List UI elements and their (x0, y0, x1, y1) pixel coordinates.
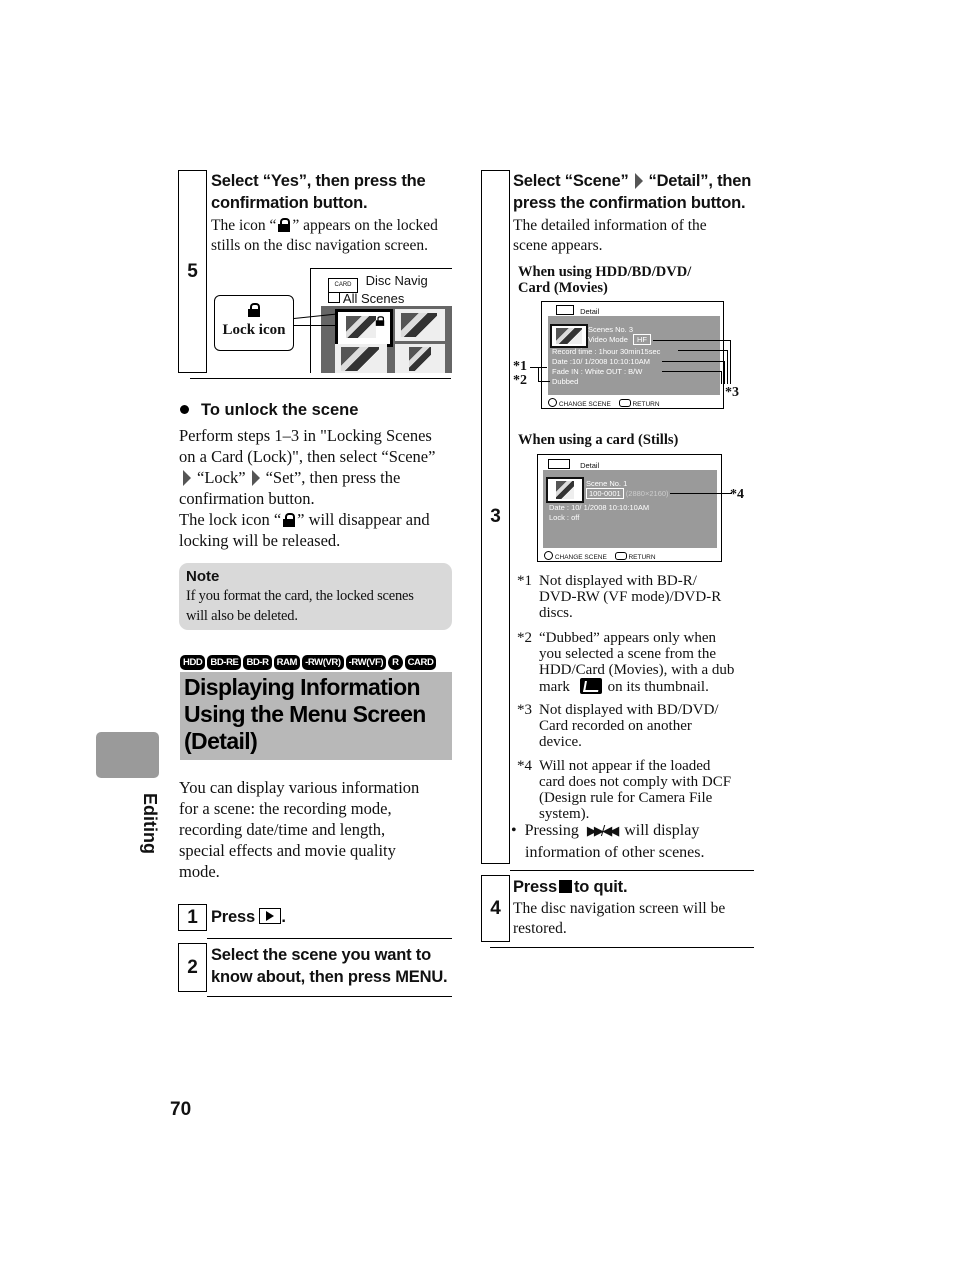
camera-card-icon (548, 459, 570, 469)
intro-text (179, 777, 419, 882)
lock-icon (248, 303, 260, 317)
step3-title (513, 170, 758, 214)
footnote-line: on its thumbnail. (607, 679, 709, 695)
section-heading (180, 672, 452, 760)
step1-title (211, 906, 286, 928)
detail-line: Lock : off (549, 513, 580, 522)
detail-line: Fade IN : White OUT : B/W (552, 367, 643, 376)
step-number-2: 2 (178, 943, 207, 992)
footnote-line: discs. (539, 605, 573, 621)
unlock-line: “Set”, then press the (265, 468, 401, 487)
detail-header (548, 459, 599, 470)
skip-icons: ▶▶/◀◀ (586, 824, 617, 839)
badge-hdd: HDD (180, 655, 205, 670)
step4-title-text: Press (513, 878, 557, 896)
media-badges (180, 652, 438, 670)
note-box (179, 563, 452, 630)
bullet-pressing (511, 820, 705, 863)
footnote-line: Not displayed with BD-R/ (539, 573, 697, 589)
step5-body-line2: stills on the disc navigation screen. (211, 237, 428, 254)
callout-mark-1: *1 (513, 359, 527, 374)
detail-panel (548, 316, 720, 395)
step5-title-line2: confirmation button. (211, 194, 368, 212)
callout-leader (724, 361, 725, 384)
footnote-line: system). (539, 806, 590, 822)
callout-leader (670, 493, 732, 494)
detail-line: Record time : 1hour 30min15sec (552, 347, 661, 356)
note-title: Note (186, 568, 220, 585)
divider (207, 996, 452, 997)
unlock-line: “Lock” (197, 468, 246, 487)
callout-leader (294, 325, 336, 326)
badge-card: CARD (405, 655, 437, 670)
change-icon (548, 398, 557, 407)
footnote-line: card does not comply with DCF (539, 774, 732, 790)
return-icon (619, 399, 631, 407)
disc-nav-title (328, 273, 428, 293)
lock-icon-callout (214, 295, 294, 351)
footnote-mark: *2 (517, 630, 532, 646)
step4-body (513, 899, 725, 939)
intro-line: mode. (179, 862, 220, 881)
note-line: If you format the card, the locked scenes (186, 588, 414, 604)
sidebar-label: Editing (140, 793, 160, 854)
detail-header-text: Detail (580, 461, 600, 470)
unlock-line: Perform steps 1–3 in "Locking Scenes (179, 426, 432, 445)
callout-leader (727, 350, 728, 384)
arrow-right-icon (252, 470, 260, 486)
step3-body (513, 216, 707, 256)
step1-title-period: . (281, 908, 286, 926)
callout-mark-3: *3 (725, 385, 739, 400)
bullet-line: Pressing (524, 822, 579, 839)
unlock-body (179, 425, 459, 551)
play-icon (259, 908, 281, 924)
lock-icon (278, 218, 290, 232)
arrow-right-icon (183, 470, 191, 486)
callout-leader (653, 340, 731, 341)
note-line: will also be deleted. (186, 608, 298, 624)
footnote-line: you selected a scene from the (539, 646, 717, 662)
locked-thumbnail[interactable] (335, 309, 393, 347)
detail-screen-movies (541, 301, 724, 409)
bullet-line: will display (624, 822, 700, 839)
step2-title-line: Select the scene you want to (211, 946, 431, 964)
unlock-line: locking will be released. (179, 531, 341, 550)
detail-screen-stills (537, 454, 722, 562)
unlock-line: ” will disappear and (297, 510, 430, 529)
step4-title-text: to quit. (573, 878, 628, 896)
step-number-3: 3 (481, 170, 510, 864)
unlock-heading-text: To unlock the scene (201, 401, 359, 419)
thumbnail-grid (321, 306, 452, 373)
footnote-mark: *1 (517, 573, 532, 589)
lock-icon (376, 316, 384, 326)
unlock-line: confirmation button. (179, 489, 315, 508)
callout-leader (662, 371, 722, 372)
footnote-mark: *3 (517, 702, 532, 718)
step4-body-line: The disc navigation screen will be (513, 900, 726, 917)
change-icon (544, 551, 553, 560)
arrow-right-icon (635, 173, 643, 189)
camera-card-icon: CARD (328, 278, 358, 293)
badge-ram: RAM (274, 655, 300, 670)
lock-icon (283, 513, 295, 527)
return-label: RETURN (628, 554, 656, 561)
step5-title (211, 170, 456, 214)
step3-title-line2: press the confirmation button. (513, 194, 746, 212)
step2-title (211, 944, 447, 988)
step-number-4: 4 (481, 875, 510, 942)
step4-title (513, 876, 627, 898)
disc-navigation-screen (310, 268, 452, 373)
divider (490, 947, 754, 948)
return-icon (615, 552, 627, 560)
intro-line: special effects and movie quality (179, 841, 396, 860)
sidebar-tab (96, 732, 159, 778)
unlock-line: The lock icon “ (179, 510, 282, 529)
video-mode-badge: HF (633, 334, 651, 345)
change-scene-label: CHANGE SCENE (554, 554, 607, 561)
lock-icon-label: Lock icon (222, 322, 286, 338)
callout-leader (730, 340, 731, 384)
thumbnail[interactable] (395, 309, 445, 341)
detail-line: Date : 10/ 1/2008 10:10:10AM (549, 503, 650, 512)
change-scene-label: CHANGE SCENE (558, 401, 611, 408)
callout-leader (678, 350, 728, 351)
step4-body-line: restored. (513, 920, 567, 937)
step1-title-text: Press (211, 908, 255, 926)
callout-leader (721, 371, 722, 384)
unlock-line: on a Card (Lock)", then select “Scene” (179, 447, 436, 466)
section-heading-line: (Detail) (184, 728, 258, 754)
detail-line-text: Video Mode (588, 335, 628, 344)
stop-icon (559, 880, 572, 893)
dub-mark-icon (580, 678, 602, 694)
detail-line: Scene No. 1 (586, 479, 628, 488)
note-text (186, 586, 414, 626)
footnote-line: Card recorded on another (539, 718, 692, 734)
divider (190, 378, 451, 379)
subheading-line: Card (Movies) (518, 280, 608, 296)
detail-footer (544, 551, 656, 561)
step5-title-line1: Select “Yes”, then press the (211, 172, 426, 190)
step3-title-text: Select “Scene” (513, 172, 629, 190)
footnote-line: DVD-RW (VF mode)/DVD-R (539, 589, 722, 605)
subheading-line: When using HDD/BD/DVD/ (518, 264, 692, 280)
section-heading-line: Displaying Information (184, 674, 420, 700)
scenes-icon (328, 292, 340, 303)
disc-nav-subtitle (328, 291, 404, 306)
detail-footer (548, 398, 660, 408)
detail-line (588, 335, 651, 345)
camera-lock-icon (556, 305, 574, 315)
badge-rw-vf: -RW(VF) (346, 655, 387, 670)
intro-line: recording date/time and length, (179, 820, 386, 839)
intro-line: for a scene: the recording mode, (179, 799, 392, 818)
footnote-line: “Dubbed” appears only when (539, 630, 717, 646)
unlock-heading (180, 401, 358, 420)
return-label: RETURN (632, 401, 660, 408)
step-number-1: 1 (178, 904, 207, 931)
step3-body-line: The detailed information of the (513, 217, 707, 234)
badge-rw-vr: -RW(VR) (302, 655, 344, 670)
step3-title-text: “Detail”, then (648, 172, 752, 190)
intro-line: You can display various information (179, 778, 420, 797)
step3-body-line: scene appears. (513, 237, 603, 254)
subheading-movies (518, 264, 691, 296)
disc-nav-title-text: Disc Navig (365, 273, 428, 288)
detail-header-text: Detail (580, 307, 600, 316)
section-heading-line: Using the Menu Screen (184, 701, 426, 727)
badge-r: R (388, 655, 402, 670)
bullet-dot: • (511, 822, 517, 839)
bullet-line: information of other scenes. (525, 844, 705, 861)
detail-line: Date :10/ 1/2008 10:10:10AM (552, 357, 650, 366)
footnote-line: Not displayed with BD/DVD/ (539, 702, 719, 718)
step2-title-line: know about, then press MENU. (211, 968, 448, 986)
thumbnail[interactable] (335, 344, 387, 373)
step-number-5: 5 (178, 170, 207, 373)
callout-leader (662, 361, 725, 362)
callout-mark-4: *4 (730, 487, 744, 502)
detail-line (586, 489, 669, 499)
bullet-dot (180, 405, 189, 414)
detail-panel (543, 470, 717, 548)
footnote-mark: *4 (517, 758, 532, 774)
subheading-stills: When using a card (Stills) (518, 432, 679, 448)
file-number: 100-0001 (586, 488, 624, 499)
footnote-line: HDD/Card (Movies), with a dub (539, 662, 735, 678)
divider (207, 938, 452, 939)
footnote-line: mark (539, 679, 570, 695)
callout-leader (538, 381, 550, 382)
footnote-line: device. (539, 734, 582, 750)
callout-leader (538, 367, 539, 381)
detail-line: Scenes No. 3 (588, 325, 634, 334)
badge-bd-r: BD-R (243, 655, 271, 670)
step5-body-text-b: ” appears on the locked (292, 217, 438, 234)
divider (510, 870, 754, 871)
callout-mark-2: *2 (513, 373, 527, 388)
thumbnail[interactable] (395, 344, 445, 373)
resolution: (2880×2160) (625, 489, 669, 498)
disc-nav-subtitle-text: All Scenes (342, 291, 405, 306)
badge-bd-re: BD-RE (207, 655, 241, 670)
detail-header (556, 305, 599, 316)
footnote-line: (Design rule for Camera File (539, 790, 713, 806)
footnote-line: Will not appear if the loaded (539, 758, 711, 774)
step5-body-text-a: The icon “ (211, 217, 277, 234)
scene-thumbnail (550, 324, 588, 348)
scene-thumbnail (546, 477, 584, 503)
page-number: 70 (170, 1099, 192, 1120)
step5-body (211, 216, 456, 256)
detail-line: Dubbed (552, 377, 579, 386)
